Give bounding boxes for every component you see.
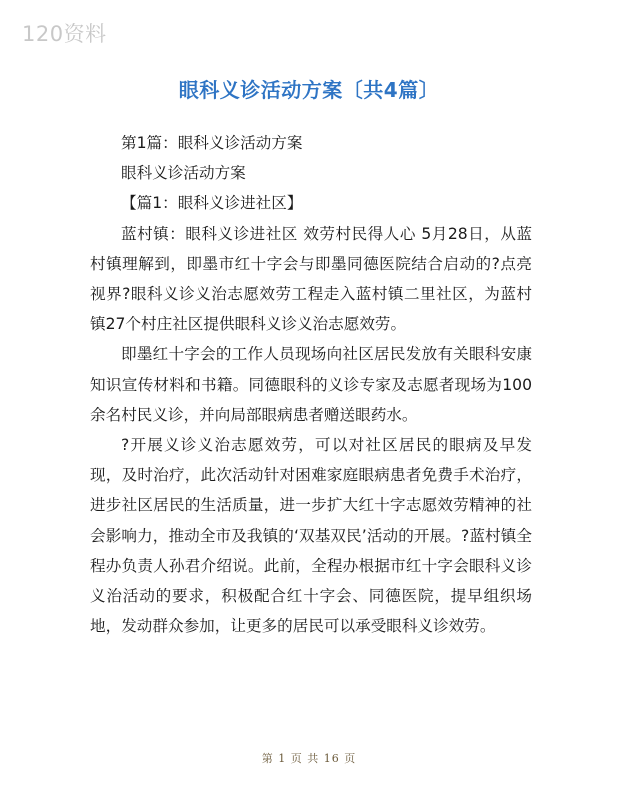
section-subtitle: 眼科义诊活动方案: [121, 164, 246, 183]
article-heading: 【篇1：眼科义诊进社区】: [121, 194, 303, 213]
document-title: 眼科义诊活动方案〔共4篇〕: [178, 78, 440, 102]
paragraph: 蓝村镇：眼科义诊进社区 效劳村民得人心 5月28日，从蓝村镇理解到，即墨市红十字会与即墨同德医院结合启动的?点亮视界?眼科义诊义治志愿效劳工程走入蓝村镇二里社区，为蓝村镇27个村庄社区提供眼科义诊义治志愿效劳。: [90, 224, 532, 334]
chapter-heading: 第1篇：眼科义诊活动方案: [121, 134, 303, 152]
document-body: [90, 128, 532, 641]
paragraph: ?开展义诊义治志愿效劳，可以对社区居民的眼病及早发现，及时治疗，此次活动针对困难家庭眼病患者免费手术治疗，进步社区居民的生活质量，进一步扩大红十字志愿效劳精神的社会影响力，推动全市及我镇的‘双基双民’活动的开展。?蓝村镇全程办负责人孙君介绍说。此前，全程办根据市红十字会眼科义诊义治活动的要求，积极配合红十字会、同德医院，提早组织场地，发动群众参加，让更多的居民可以承受眼科义诊效劳。: [90, 436, 532, 636]
paragraph: 即墨红十字会的工作人员现场向社区居民发放有关眼科安康知识宣传材料和书籍。同德眼科的义诊专家及志愿者现场为100余名村民义诊，并向局部眼病患者赠送眼药水。: [90, 345, 532, 424]
page-number: 第 1 页 共 16 页: [261, 752, 357, 765]
watermark: 120资料: [22, 22, 107, 46]
